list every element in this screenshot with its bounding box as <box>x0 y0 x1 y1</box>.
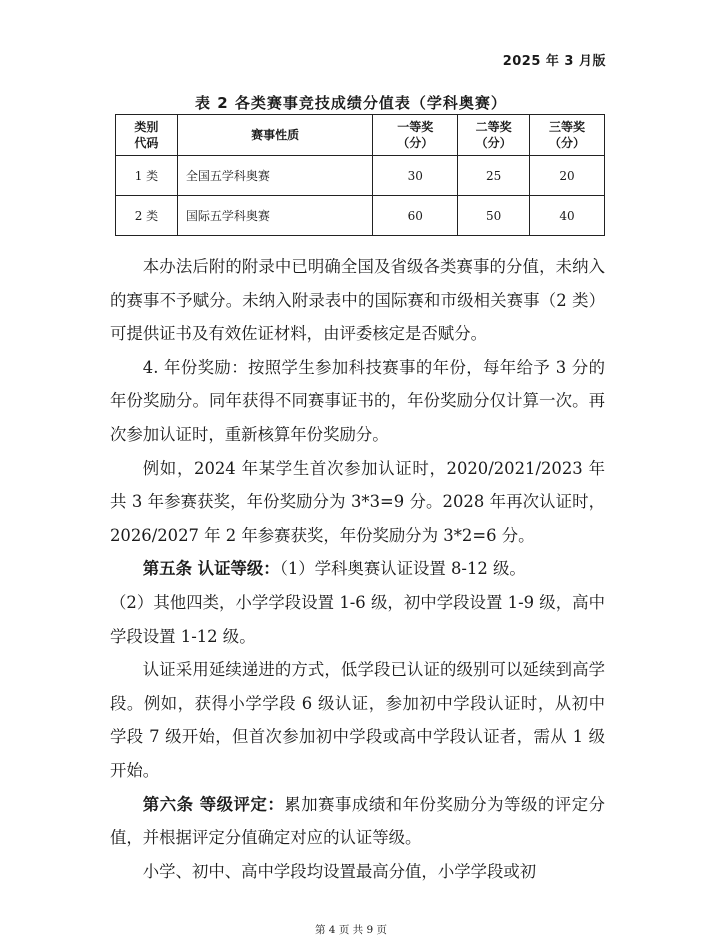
header-second-prize <box>458 115 530 156</box>
header-first-prize-line1: 一等奖 <box>397 120 434 134</box>
paragraph-unlisted-events: 本办法后附的附录中已明确全国及省级各类赛事的分值，未纳入的赛事不予赋分。未纳入附录表中的国际赛和市级相关赛事（2 类）可提供证书及有效佐证材料，由评委核定是否赋分。 <box>110 257 605 344</box>
cell-first-prize: 30 <box>373 156 458 196</box>
table-header-row <box>116 115 605 156</box>
paragraph-year-reward: 4. 年份奖励：按照学生参加科技赛事的年份，每年给予 3 分的年份奖励分。同年获得不同赛事证书的，年份奖励分仅计算一次。再次参加认证时，重新核算年份奖励分。 <box>110 357 605 444</box>
cell-third-prize: 40 <box>530 196 605 236</box>
paragraph-article-6 <box>110 788 605 855</box>
header-first-prize-line2: （分） <box>397 136 434 150</box>
table-row <box>116 156 605 196</box>
paragraph-article-5 <box>110 552 605 586</box>
header-third-prize-line2: （分） <box>549 136 586 150</box>
cell-third-prize: 20 <box>530 156 605 196</box>
header-third-prize <box>530 115 605 156</box>
score-table <box>115 114 605 236</box>
article-6-text: 累加赛事成绩和年份奖励分为等级的评定分值，并根据评定分值确定对应的认证等级。 <box>110 794 605 848</box>
article-5-text: （1）学科奥赛认证设置 8-12 级。 <box>279 559 526 579</box>
header-category-code <box>116 115 178 156</box>
cell-code: 2 类 <box>116 196 178 236</box>
header-category-code-line2: 代码 <box>134 136 159 150</box>
cell-first-prize: 60 <box>373 196 458 236</box>
cell-second-prize: 50 <box>458 196 530 236</box>
paragraph-max-score: 小学、初中、高中学段均设置最高分值，小学学段或初 <box>142 861 537 881</box>
document-body <box>110 250 605 888</box>
cell-event-name: 全国五学科奥赛 <box>177 156 372 196</box>
table-title: 表 2 各类赛事竞技成绩分值表（学科奥赛） <box>195 94 507 112</box>
header-second-prize-line1: 二等奖 <box>475 120 512 134</box>
header-event-nature: 赛事性质 <box>177 115 372 156</box>
header-first-prize <box>373 115 458 156</box>
version-label: 2025 年 3 月版 <box>502 54 606 69</box>
header-third-prize-line1: 三等奖 <box>549 120 586 134</box>
header-second-prize-line2: （分） <box>475 136 512 150</box>
cell-event-name: 国际五学科奥赛 <box>177 196 372 236</box>
cell-second-prize: 25 <box>458 156 530 196</box>
paragraph-progressive-certification: 认证采用延续递进的方式，低学段已认证的级别可以延续到高学段。例如，获得小学学段 6 级认证，参加初中学段认证时，从初中学段 7 级开始，但首次参加初中学段或高中学段认证者，需从 1 级开始。 <box>110 660 605 780</box>
table-row <box>116 196 605 236</box>
article-5-heading: 第五条 认证等级： <box>142 559 280 579</box>
article-6-heading: 第六条 等级评定： <box>142 794 285 814</box>
header-category-code-line1: 类别 <box>134 120 159 134</box>
paragraph-example: 例如，2024 年某学生首次参加认证时，2020/2021/2023 年共 3 年参赛获奖，年份奖励分为 3*3=9 分。2028 年再次认证时，2026/2027 年 2 年参赛获奖，年份奖励分为 3*2=6 分。 <box>110 458 605 545</box>
page-footer: 第 4 页 共 9 页 <box>314 924 388 936</box>
paragraph-article-5-continued: （2）其他四类，小学学段设置 1-6 级，初中学段设置 1-9 级，高中学段设置 1-12 级。 <box>110 592 605 646</box>
cell-code: 1 类 <box>116 156 178 196</box>
